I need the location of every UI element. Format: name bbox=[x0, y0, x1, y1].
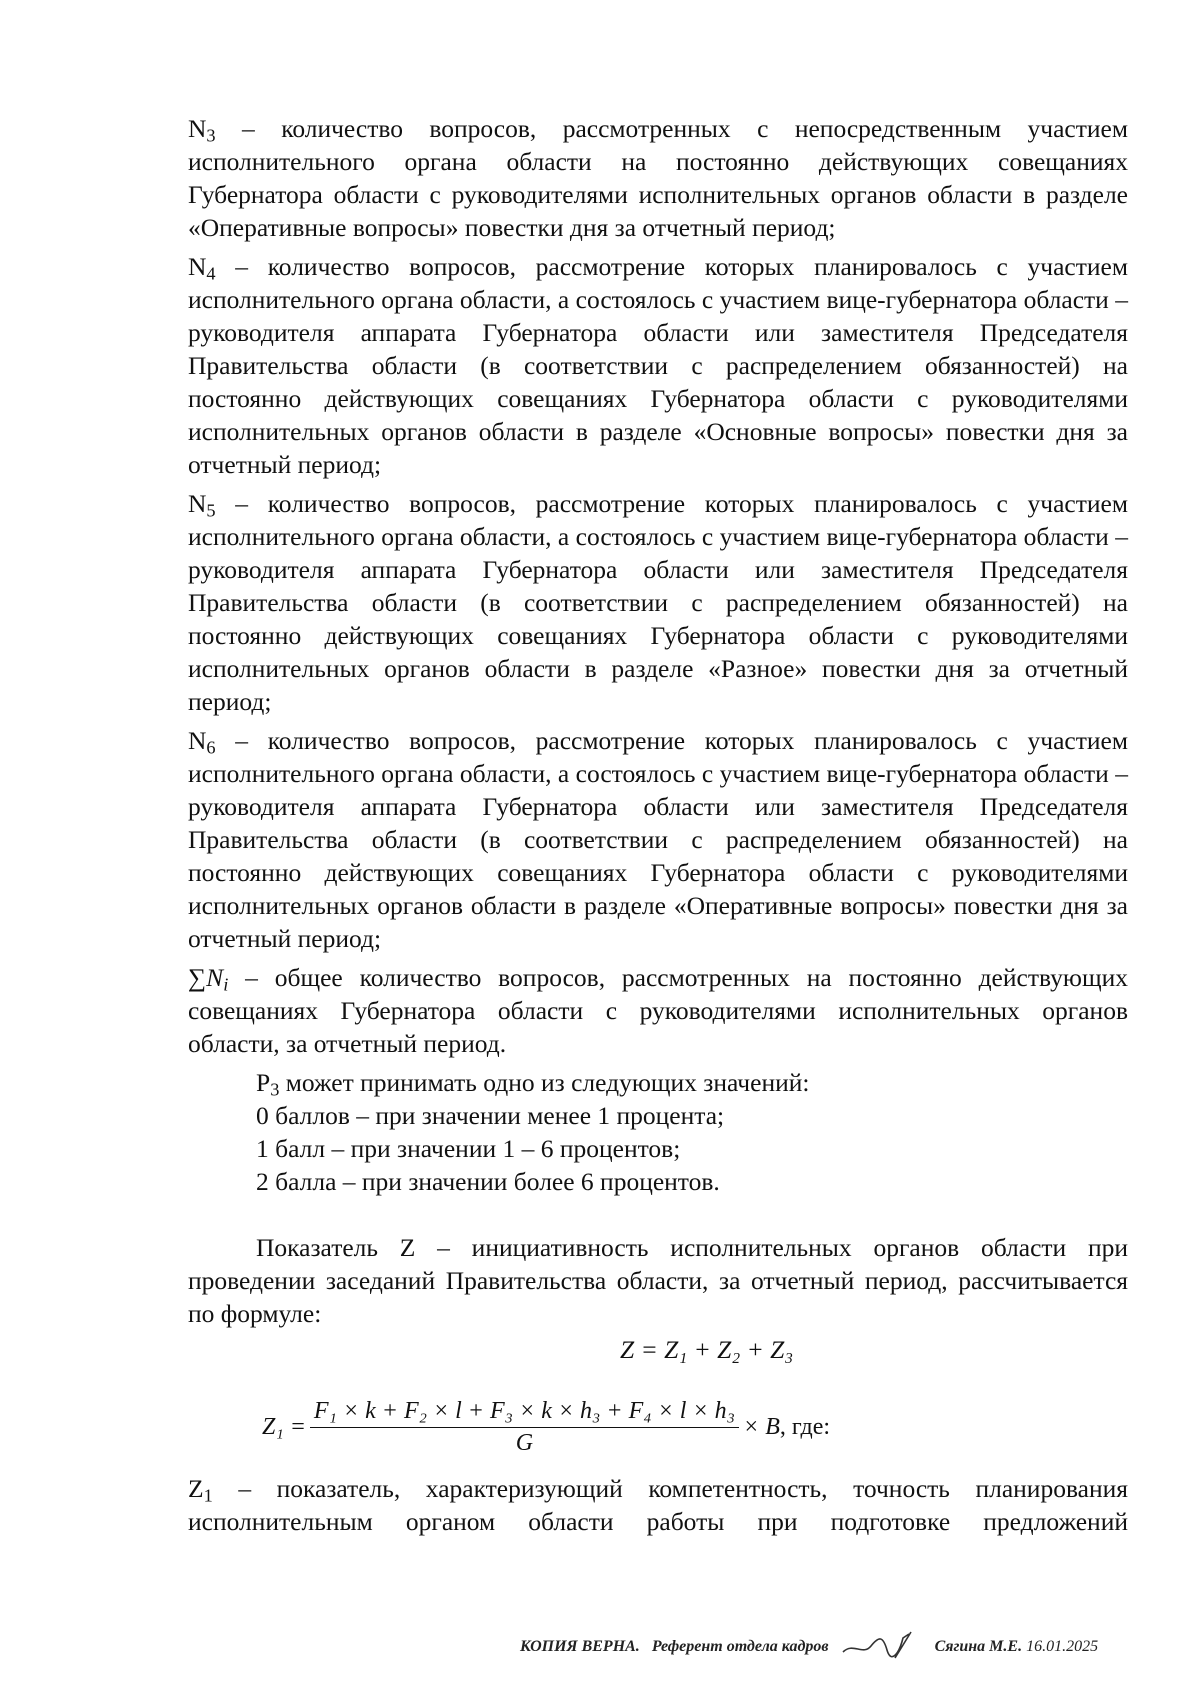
signature-icon bbox=[839, 1630, 925, 1665]
referent-role: Референт отдела кадров bbox=[651, 1638, 829, 1656]
paragraph-n4: $N_4$ – количество вопросов, рассмотрение которых планировалось с участием исполнительного органа области, а состоялось с участием вице-губернатора области – руководителя аппарата Губернатора области или заместителя Председателя Правительства области (в соответствии с распределением обязанностей) на постоянно действующих совещаниях Губернатора области с руководителями исполнительных органов области в разделе «Основные вопросы» повестки дня за отчетный период; bbox=[188, 252, 1128, 479]
formula-z1-numerator: F₁ × k + F₂ × l + F₃ × k × h₃ + F₄ × l × h₃ bbox=[310, 1398, 739, 1428]
certification-date: 16.01.2025 bbox=[1026, 1638, 1099, 1656]
list-item: 1 балл – при значении 1 – 6 процентов; bbox=[256, 1134, 681, 1163]
formula-z1 bbox=[262, 1398, 830, 1457]
list-item: 0 баллов – при значении менее 1 процента; bbox=[256, 1101, 725, 1130]
p3-values-list bbox=[188, 1066, 1128, 1198]
signer-name: Сягина М.Е. bbox=[934, 1638, 1023, 1656]
copy-verified-label: КОПИЯ ВЕРНА. bbox=[520, 1638, 640, 1656]
z1-definition-block bbox=[188, 1472, 1128, 1577]
paragraph-indicator-z: Показатель Z – инициативность исполнительных органов области при проведении заседаний Правительства области, за отчетный период, рассчитывается по формуле: bbox=[188, 1233, 1128, 1328]
formula-z1-fraction bbox=[310, 1398, 739, 1457]
certification-footer bbox=[520, 1630, 1098, 1665]
p3-intro: $P_3$ может принимать одно из следующих значений: bbox=[256, 1068, 810, 1100]
paragraph-n6: $N_6$ – количество вопросов, рассмотрение которых планировалось с участием исполнительного органа области, а состоялось с участием вице-губернатора области – руководителя аппарата Губернатора области или заместителя Председателя Правительства области (в соответствии с распределением обязанностей) на постоянно действующих совещаниях Губернатора области с руководителями исполнительных органов области в разделе «Оперативные вопросы» повестки дня за отчетный период; bbox=[188, 726, 1128, 953]
list-item: 2 балла – при значении более 6 процентов. bbox=[256, 1167, 720, 1196]
paragraph-sum-ni: $\sum N_i$ – общее количество вопросов, рассмотренных на постоянно действующих совещаниях Губернатора области с руководителями исполнительных органов области, за отчетный период. bbox=[188, 963, 1128, 1058]
paragraph-z1-definition: $Z_1$ – показатель, характеризующий компетентность, точность планирования исполнительным органом области работы при подготовке предложений bbox=[188, 1474, 1128, 1536]
paragraph-n5: $N_5$ – количество вопросов, рассмотрение которых планировалось с участием исполнительного органа области, а состоялось с участием вице-губернатора области – руководителя аппарата Губернатора области или заместителя Председателя Правительства области (в соответствии с распределением обязанностей) на постоянно действующих совещаниях Губернатора области с руководителями исполнительных органов области в разделе «Разное» повестки дня за отчетный период; bbox=[188, 489, 1128, 716]
formula-z1-denominator: G bbox=[515, 1430, 534, 1456]
formula-z1-tail: × B, где: bbox=[743, 1414, 831, 1440]
formula-z1-lhs: Z₁ = bbox=[262, 1414, 306, 1440]
paragraph-n3: $N_3$ – количество вопросов, рассмотренных с непосредственным участием исполнительного органа области на постоянно действующих совещаниях Губернатора области с руководителями исполнительных органов области в разделе «Оперативные вопросы» повестки дня за отчетный период; bbox=[188, 114, 1128, 242]
document-body bbox=[188, 112, 1128, 1336]
formula-z: Z = Z₁ + Z₂ + Z₃ bbox=[620, 1335, 794, 1364]
